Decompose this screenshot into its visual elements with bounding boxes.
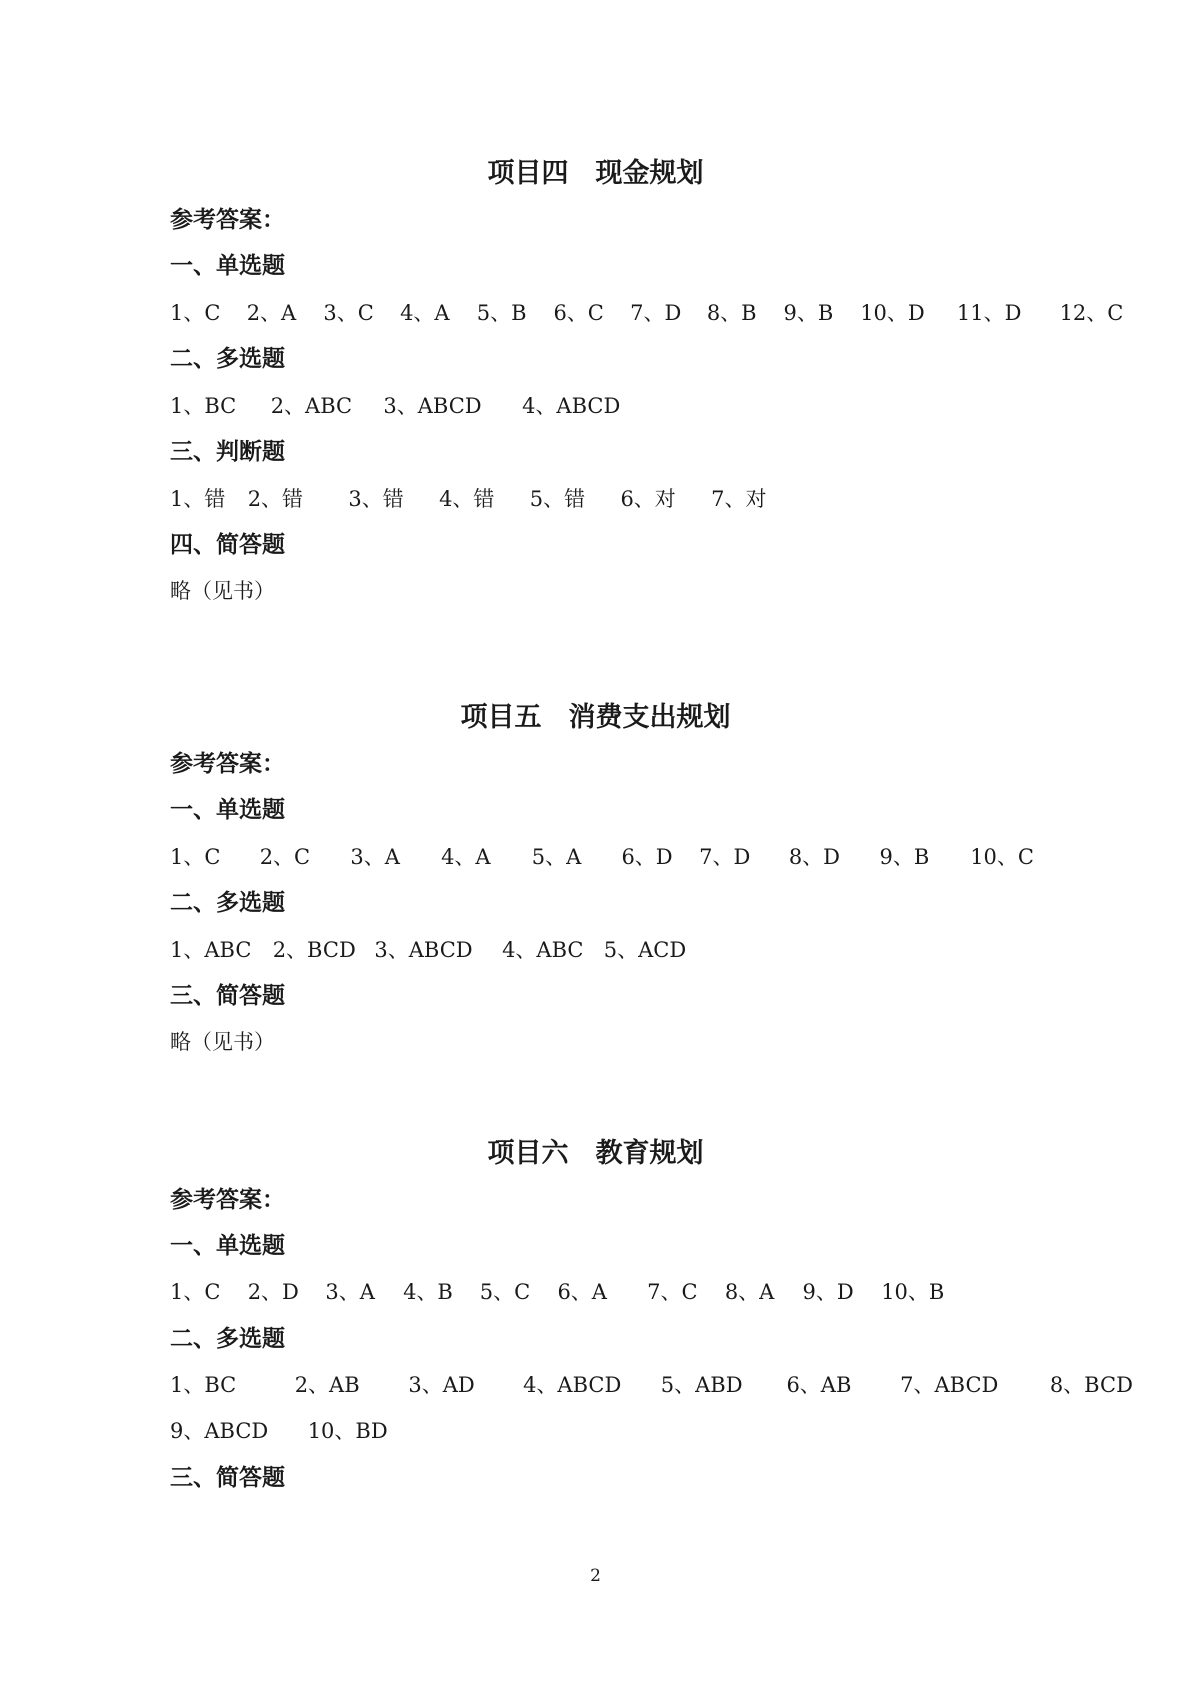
answer-item: 8、BCD — [1049, 1373, 1133, 1397]
single-choice-answers — [170, 842, 1034, 872]
short-answer-heading: 三、简答题 — [170, 983, 285, 1009]
section-title-project6: 项目六 教育规划 — [487, 1138, 704, 1169]
multiple-choice-heading: 二、多选题 — [170, 890, 285, 916]
answer-item: 8、A — [724, 1280, 775, 1304]
answer-item: 7、ABCD — [900, 1373, 999, 1397]
answer-item: 5、C — [479, 1280, 531, 1304]
answer-item: 2、ABC — [270, 394, 353, 418]
multiple-choice-answers-continued — [170, 1416, 388, 1446]
answer-item: 6、对 — [620, 487, 676, 511]
answer-item: 10、D — [860, 301, 925, 325]
answer-item: 3、C — [323, 301, 374, 325]
answer-item: 9、B — [783, 301, 834, 325]
short-answer-heading: 三、简答题 — [170, 1465, 285, 1491]
single-choice-heading: 一、单选题 — [170, 1233, 285, 1259]
short-answer-heading: 四、简答题 — [170, 532, 285, 558]
answer-item: 2、A — [246, 301, 297, 325]
answer-item: 4、ABCD — [523, 1373, 622, 1397]
answer-item: 2、D — [247, 1280, 299, 1304]
single-choice-answers — [170, 298, 1123, 328]
answer-item: 6、A — [557, 1280, 607, 1304]
answer-item: 11、D — [956, 301, 1022, 325]
multiple-choice-answers — [170, 935, 686, 965]
answer-item: 10、BD — [307, 1419, 388, 1443]
answer-item: 9、ABCD — [170, 1419, 269, 1443]
single-choice-heading: 一、单选题 — [170, 797, 285, 823]
answer-item: 2、BCD — [272, 938, 356, 962]
reference-answers-label: 参考答案： — [170, 751, 285, 777]
answer-item: 4、A — [400, 301, 450, 325]
answer-item: 5、ACD — [603, 938, 687, 962]
true-false-answers — [170, 484, 767, 514]
answer-item: 1、BC — [170, 1373, 237, 1397]
answer-item: 1、BC — [170, 394, 237, 418]
single-choice-heading: 一、单选题 — [170, 253, 285, 279]
answer-item: 3、A — [325, 1280, 375, 1304]
answer-item: 7、D — [630, 301, 682, 325]
answer-item: 12、C — [1059, 301, 1124, 325]
multiple-choice-heading: 二、多选题 — [170, 1326, 285, 1352]
answer-item: 4、错 — [439, 487, 495, 511]
section-title-project4: 项目四 现金规划 — [487, 158, 704, 189]
answer-item: 2、C — [259, 845, 311, 869]
answer-item: 2、AB — [294, 1373, 360, 1397]
answer-item: 5、错 — [529, 487, 586, 511]
single-choice-answers — [170, 1277, 944, 1307]
answer-item: 3、ABCD — [374, 938, 473, 962]
multiple-choice-answers — [170, 1370, 1133, 1400]
answer-item: 3、错 — [348, 487, 404, 511]
answer-item: 9、B — [879, 845, 930, 869]
answer-item: 1、ABC — [170, 938, 252, 962]
answer-item: 3、AD — [408, 1373, 475, 1397]
true-false-heading: 三、判断题 — [170, 439, 285, 465]
section-title-project5: 项目五 消费支出规划 — [460, 702, 731, 733]
answer-item: 4、A — [441, 845, 491, 869]
answer-item: 8、D — [788, 845, 841, 869]
reference-answers-label: 参考答案： — [170, 207, 285, 233]
answer-item: 6、C — [553, 301, 604, 325]
short-answer-text: 略（见书） — [170, 579, 275, 603]
answer-item: 9、D — [802, 1280, 854, 1304]
answer-item: 5、ABD — [660, 1373, 743, 1397]
short-answer-text: 略（见书） — [170, 1030, 275, 1054]
answer-item: 5、A — [531, 845, 582, 869]
answer-item: 3、A — [350, 845, 400, 869]
answer-item: 2、错 — [247, 487, 304, 511]
answer-item: 8、B — [706, 301, 757, 325]
multiple-choice-heading: 二、多选题 — [170, 346, 285, 372]
answer-item: 7、D — [699, 845, 751, 869]
answer-item: 4、B — [403, 1280, 453, 1304]
answer-item: 1、错 — [170, 487, 226, 511]
answer-item: 4、ABCD — [522, 394, 621, 418]
answer-item: 6、D — [621, 845, 673, 869]
answer-item: 3、ABCD — [383, 394, 482, 418]
answer-item: 7、C — [647, 1280, 698, 1304]
multiple-choice-answers — [170, 391, 620, 421]
page-number: 2 — [590, 1566, 601, 1586]
answer-item: 1、C — [170, 1280, 221, 1304]
answer-item: 1、C — [170, 301, 221, 325]
answer-item: 5、B — [476, 301, 527, 325]
answer-item: 10、B — [881, 1280, 945, 1304]
answer-item: 1、C — [170, 845, 221, 869]
answer-item: 10、C — [970, 845, 1034, 869]
answer-item: 7、对 — [711, 487, 767, 511]
answer-item: 4、ABC — [502, 938, 584, 962]
answer-item: 6、AB — [786, 1373, 852, 1397]
reference-answers-label: 参考答案： — [170, 1187, 285, 1213]
